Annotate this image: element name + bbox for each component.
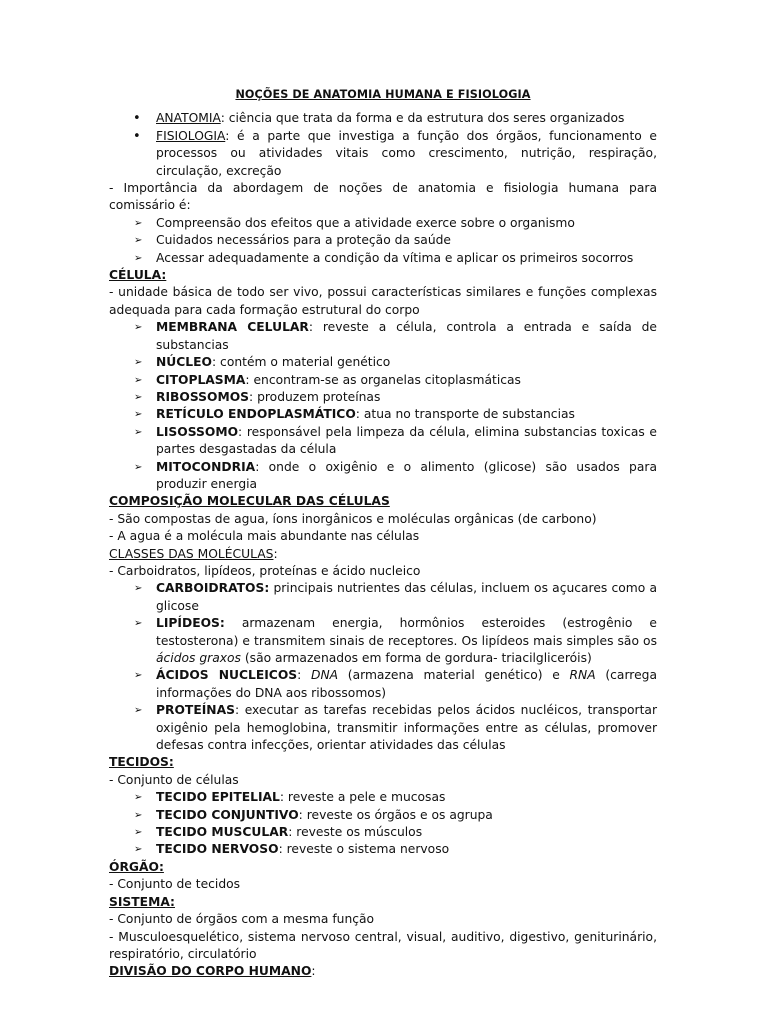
arrow-item (109, 232, 657, 249)
text-run: : contém o material genético (212, 355, 391, 370)
arrow-bullet-icon: ➢ (134, 235, 143, 247)
text-run: : executar as tarefas recebidas pelos ácidos nucléicos, transportar oxigênio pela hemoglobina, transmitir informações entre as células, promover defesas contra infecções, orientar atividades das células (156, 703, 657, 753)
arrow-bullet-icon: ➢ (134, 322, 143, 334)
bullet-item (109, 110, 657, 127)
arrow-bullet-icon: ➢ (134, 583, 143, 595)
arrow-bullet-icon: ➢ (134, 357, 143, 369)
arrow-item (109, 824, 657, 841)
text-run: - Conjunto de órgãos com a mesma função (109, 912, 375, 927)
arrow-bullet-icon: ➢ (134, 844, 143, 856)
text-run: (armazena material genético) e (338, 668, 570, 683)
text-run: : atua no transporte de substancias (355, 407, 575, 422)
arrow-bullet-icon: ➢ (134, 792, 143, 804)
arrow-bullet-icon: ➢ (134, 670, 143, 682)
text-run: Compreensão dos efeitos que a atividade exerce sobre o organismo (156, 215, 575, 230)
text-run: CARBOIDRATOS: (156, 581, 270, 596)
section-heading (109, 894, 657, 911)
text-run: : (273, 546, 278, 561)
text-run: DIVISÃO DO CORPO HUMANO (109, 964, 312, 979)
text-run: - Importância da abordagem de noções de anatomia e fisiologia humana para comissário é: (109, 181, 657, 213)
arrow-item (109, 667, 657, 702)
section-heading (109, 754, 657, 771)
arrow-item (109, 459, 657, 494)
arrow-bullet-icon: ➢ (134, 809, 143, 821)
text-run: (são armazenados em forma de gordura- triacilgliceróis) (240, 651, 592, 665)
text-run: ANATOMIA (156, 111, 221, 126)
text-run: Cuidados necessários para a proteção da saúde (156, 233, 451, 248)
arrow-item (109, 250, 657, 267)
text-run: : encontram-se as organelas citoplasmáticas (245, 372, 521, 387)
arrow-item (109, 702, 657, 754)
text-run: TECIDO MUSCULAR (156, 825, 289, 840)
text-run: TECIDO EPITELIAL (156, 790, 280, 805)
text-run: - A agua é a molécula mais abundante nas células (109, 529, 420, 544)
text-run: : é a parte que investiga a função dos órgãos, funcionamento e processos ou atividades vitais como crescimento, nutrição, respiração, circulação, excreção (156, 128, 657, 178)
arrow-item (109, 372, 657, 389)
text-run: : reveste os órgãos e os agrupa (298, 807, 493, 822)
arrow-bullet-icon: ➢ (134, 461, 143, 473)
arrow-bullet-icon: ➢ (134, 217, 143, 229)
arrow-bullet-icon: ➢ (134, 252, 143, 264)
text-run: NÚCLEO (156, 355, 212, 370)
text-run: RETÍCULO ENDOPLASMÁTICO (156, 407, 356, 422)
text-run: : reveste o sistema nervoso (278, 842, 450, 857)
text-run: : (311, 964, 316, 979)
section-heading (109, 859, 657, 876)
arrow-bullet-icon: ➢ (134, 618, 143, 630)
arrow-item (109, 424, 657, 459)
arrow-item (109, 406, 657, 423)
text-run: DNA (311, 668, 339, 683)
text-run: ÓRGÃO: (109, 859, 164, 874)
text-run: : reveste a pele e mucosas (279, 790, 446, 805)
paragraph (109, 284, 657, 319)
paragraph (109, 563, 657, 580)
text-run: : onde o oxigênio e o alimento (glicose) são usados para produzir energia (156, 459, 657, 491)
text-run: - Musculoesquelético, sistema nervoso central, visual, auditivo, digestivo, geniturinário, respiratório, circulatório (109, 929, 657, 961)
arrow-bullet-icon: ➢ (134, 705, 143, 717)
text-run: : produzem proteínas (249, 389, 381, 404)
document-title: NOÇÕES DE ANATOMIA HUMANA E FISIOLOGIA (235, 88, 531, 101)
text-run: - Conjunto de células (109, 772, 239, 787)
section-heading (109, 963, 657, 980)
arrow-bullet-icon: ➢ (134, 827, 143, 839)
text-run: TECIDO NERVOSO (156, 842, 279, 857)
document-blocks (109, 110, 657, 980)
bullet-icon: • (133, 128, 141, 144)
text-run: LIPÍDEOS: (156, 616, 225, 631)
paragraph (109, 929, 657, 964)
paragraph (109, 528, 657, 545)
text-run: CLASSES DAS MOLÉCULAS (109, 546, 274, 561)
text-run: - unidade básica de todo ser vivo, possui características similares e funções complexas adequada para cada formação estrutural do corpo (109, 285, 657, 317)
arrow-bullet-icon: ➢ (134, 426, 143, 438)
text-run: armazenam energia, hormônios esteroides (estrogênio e testosterona) e transmitem sinais de receptores. Os lipídeos mais simples são os (156, 616, 657, 648)
arrow-item (109, 389, 657, 406)
arrow-item (109, 807, 657, 824)
paragraph (109, 911, 657, 928)
paragraph (109, 772, 657, 789)
arrow-item (109, 319, 657, 354)
text-run: CITOPLASMA (156, 372, 246, 387)
paragraph (109, 511, 657, 528)
text-run: Acessar adequadamente a condição da vítima e aplicar os primeiros socorros (156, 250, 634, 265)
arrow-item (109, 580, 657, 615)
text-run: principais nutrientes das células, incluem os açucares como a glicose (156, 581, 657, 613)
text-run: MITOCONDRIA (156, 459, 256, 474)
text-run: : reveste a célula, controla a entrada e saída de substancias (156, 320, 658, 352)
arrow-bullet-icon: ➢ (134, 391, 143, 403)
text-run: - Conjunto de tecidos (109, 877, 241, 892)
bullet-icon: • (133, 111, 141, 127)
arrow-bullet-icon: ➢ (134, 374, 143, 386)
text-run: PROTEÍNAS (156, 703, 235, 718)
text-run: : reveste os músculos (288, 825, 423, 840)
text-run: ÁCIDOS NUCLEICOS (156, 668, 298, 683)
text-run: TECIDOS: (109, 755, 174, 770)
text-run: - Carboidratos, lipídeos, proteínas e ácido nucleico (109, 563, 421, 578)
text-run: FISIOLOGIA (156, 128, 226, 143)
arrow-item (109, 354, 657, 371)
paragraph (109, 180, 657, 215)
bullet-item (109, 128, 657, 180)
document-body (109, 86, 657, 981)
text-run: CÉLULA: (109, 268, 167, 283)
text-run: : ciência que trata da forma e da estrutura dos seres organizados (220, 111, 625, 126)
arrow-item (109, 789, 657, 806)
text-run: : responsável pela limpeza da célula, elimina substancias toxicas e partes desgastadas da célula (156, 424, 657, 457)
text-run: MEMBRANA CELULAR (156, 320, 309, 335)
paragraph (109, 876, 657, 893)
text-run: SISTEMA: (109, 894, 175, 909)
section-heading (109, 493, 657, 510)
text-run: TECIDO CONJUNTIVO (156, 807, 299, 822)
arrow-bullet-icon: ➢ (134, 409, 143, 421)
text-run: RIBOSSOMOS (156, 389, 250, 404)
text-run: LISOSSOMO (156, 424, 239, 439)
text-run: RNA (569, 668, 596, 683)
text-run: (carrega informações do DNA aos ribossomos) (156, 668, 657, 700)
section-heading (109, 546, 657, 563)
text-run: COMPOSIÇÃO MOLECULAR DAS CÉLULAS (109, 494, 390, 509)
text-run: ácidos graxos (156, 651, 241, 665)
text-run: - São compostas de agua, íons inorgânicos e moléculas orgânicas (de carbono) (109, 511, 597, 526)
arrow-item (109, 215, 657, 232)
section-heading (109, 267, 657, 284)
text-run: : (297, 668, 311, 683)
arrow-item (109, 841, 657, 858)
arrow-item (109, 615, 657, 667)
